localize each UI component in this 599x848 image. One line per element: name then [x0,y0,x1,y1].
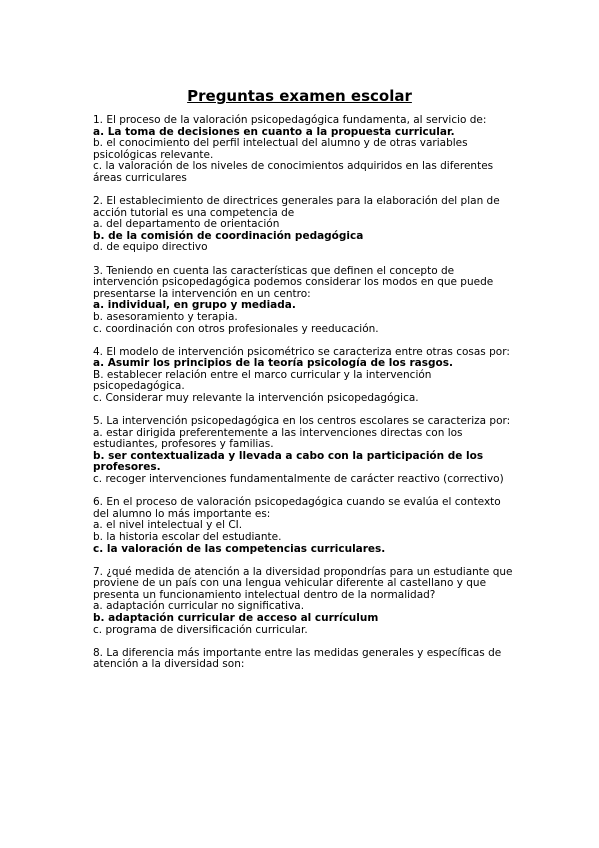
question-text: 4. El modelo de intervención psicométrico se caracteriza entre otras cosas por: [93,345,510,358]
answer-option-a: a. el nivel intelectual y el CI. [93,519,243,532]
answer-option-c: c. programa de diversificación curricular. [93,623,308,636]
answer-option-a: a. Asumir los principios de la teoría psicología de los rasgos. [93,357,453,370]
question-6 [93,497,513,555]
answer-option-c: c. Considerar muy relevante la intervención psicopedagógica. [93,391,419,404]
answer-option-a: a. adaptación curricular no significativa. [93,600,305,613]
question-text: 5. La intervención psicopedagógica en los centros escolares se caracteriza por: [93,415,511,428]
answer-option-d: d. de equipo directivo [93,241,208,254]
answer-option-b: b. el conocimiento del perfil intelectual del alumno y de otras variables psicológicas relevante. [93,137,468,161]
answer-option-c: c. coordinación con otros profesionales y reeducación. [93,322,379,335]
answer-option-b: b. asesoramiento y terapia. [93,310,238,323]
answer-option-c: c. la valoración de los niveles de conocimientos adquiridos en las diferentes áreas curriculares [93,160,494,184]
question-8 [93,648,513,671]
answer-option-b: b. ser contextualizada y llevada a cabo con la participación de los profesores. [93,449,484,474]
answer-option-c: c. la valoración de las competencias curriculares. [93,542,386,555]
question-text: 2. El establecimiento de directrices generales para la elaboración del plan de acción tutorial es una competencia de [93,195,500,219]
question-1 [93,115,513,185]
question-text: 1. El proceso de la valoración psicopedagógica fundamenta, al servicio de: [93,114,487,126]
page-title: Preguntas examen escolar [187,87,412,105]
answer-option-b: b. adaptación curricular de acceso al currículum [93,611,379,624]
question-text: 3. Teniendo en cuenta las características que definen el concepto de intervención psicopedagógica podemos considerar los modos en que puede presentarse la intervención en un centro: [93,264,494,300]
question-2 [93,196,513,254]
answer-option-a: a. estar dirigida preferentemente a las intervenciones directas con los estudiantes, profesores y familias. [93,426,463,451]
question-text: 7. ¿qué medida de atención a la diversidad propondrías para un estudiante que proviene de un país con una lengua vehicular diferente al castellano y que presenta un funcionamiento intelectual dentro de la normalidad? [93,565,513,601]
question-text: 8. La diferencia más importante entre las medidas generales y específicas de atención a la diversidad son: [93,646,502,671]
question-list [93,115,513,682]
answer-option-c: c. recoger intervenciones fundamentalmente de carácter reactivo (correctivo) [93,473,504,486]
question-4 [93,347,513,405]
answer-option-a: a. del departamento de orientación [93,218,280,231]
question-5 [93,416,513,486]
answer-option-a: a. individual, en grupo y mediada. [93,299,296,312]
question-text: 6. En el proceso de valoración psicopedagógica cuando se evalúa el contexto del alumno lo más importante es: [93,496,501,520]
question-3 [93,266,513,336]
answer-option-b: B. establecer relación entre el marco curricular y la intervención psicopedagógica. [93,368,432,393]
answer-option-b: b. de la comisión de coordinación pedagógica [93,229,364,242]
question-7 [93,567,513,637]
answer-option-a: a. La toma de decisiones en cuanto a la propuesta curricular. [93,125,455,138]
answer-option-b: b. la historia escolar del estudiante. [93,530,282,543]
